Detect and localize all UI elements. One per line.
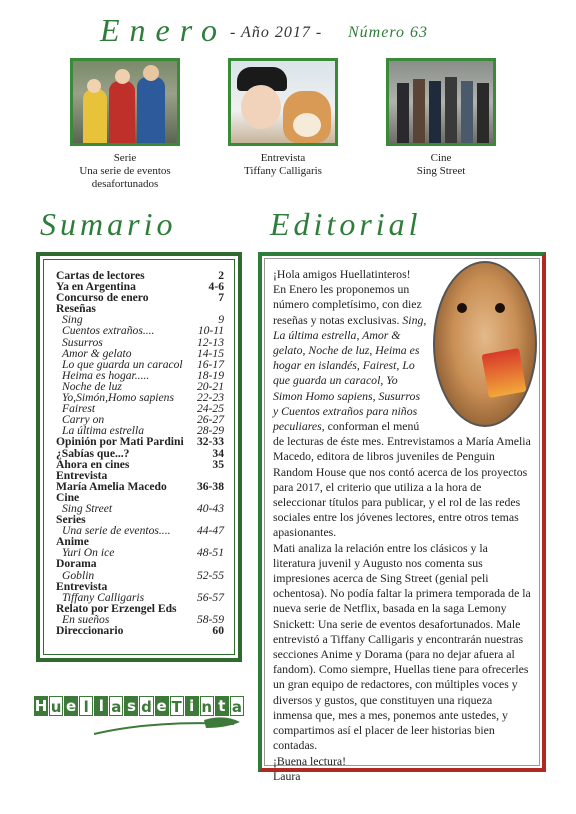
toc-entry-title: Noche de luz xyxy=(62,379,122,393)
masthead-month: Enero xyxy=(100,12,228,48)
hamster-photo xyxy=(433,261,537,427)
editorial-paragraph-2: Mati analiza la relación entre los clásicos y la literatura juvenil y Augusto nos comenta sus impresiones acerca de Sing Street (genial peli ochentosa). No podía faltar la primera temporada de la nueva serie de Netflix, basada en la saga Lemony Snickett: Una serie de eventos desafortunados. Male entrevistó a Tiffany Calligaris y encontrarán nuestras secciones Anime y Dorama (para no dejar afuera al fandom). Como siempre, Huellas tiene para ofrecerles un gran equipo de redactores, con múltiples voces y diversos y gustos, que constituyen una riqueza inmensa que, mes a mes, ponemos ante ustedes, y compartimos así el placer de leer historias bien contadas. xyxy=(273,540,531,753)
toc-entry-page: 44-47 xyxy=(196,524,224,538)
toc-entry-page: 60 xyxy=(212,624,224,637)
toc-entry[interactable] xyxy=(56,436,226,447)
toc-entry-page: 32-33 xyxy=(196,435,224,449)
feature-series-caption: Serie Una serie de eventos desafortunados xyxy=(79,152,171,190)
toc-entry-page: 24-25 xyxy=(196,402,224,416)
huellas-de-tinta-logo xyxy=(34,696,244,746)
toc-entry-title: Susurros xyxy=(62,335,103,349)
editorial-closing: ¡Buena lectura! xyxy=(273,753,347,768)
toc-entry-title: ¿Sabías que...? xyxy=(56,446,130,460)
toc-entry-page: 10-11 xyxy=(197,324,224,338)
toc-entry-page xyxy=(224,514,226,525)
masthead-year: - Año 2017 - xyxy=(230,24,323,41)
toc-entry-page: 35 xyxy=(212,457,224,471)
toc-entry-page: 16-17 xyxy=(196,357,224,371)
toc-entry[interactable] xyxy=(56,558,226,569)
toc-entry-title: Cuentos extraños.... xyxy=(62,324,155,338)
sumario-heading: Sumario xyxy=(40,206,177,242)
toc-entry-page xyxy=(224,492,226,503)
editorial-heading: Editorial xyxy=(270,206,422,242)
toc-entry[interactable] xyxy=(56,325,226,336)
quill-feather-icon xyxy=(34,716,244,740)
toc-entry-page xyxy=(224,558,226,569)
toc-entry-title: Concurso de enero xyxy=(56,291,149,305)
toc-entry-page xyxy=(224,470,226,481)
toc-entry-title: Anime xyxy=(56,535,89,549)
toc-entry-page: 22-23 xyxy=(196,391,224,405)
toc-entry-page: 12-13 xyxy=(196,335,224,349)
feature-series[interactable] xyxy=(60,58,190,191)
toc-entry-page: 7 xyxy=(218,291,224,305)
toc-entry-title: Cine xyxy=(56,490,80,504)
toc-entry-page: 20-21 xyxy=(196,379,224,393)
toc-entry-page xyxy=(224,581,226,592)
toc-entry-page: 52-55 xyxy=(196,568,224,582)
toc-entry-page: 36-38 xyxy=(196,479,224,493)
feature-cinema[interactable] xyxy=(376,58,506,178)
editorial-p1-rest: , conforman el menú de lecturas de éste mes. Entrevistamos a María Amelia Macedo, editora de libros juveniles de Penguin Random House que nos contó acerca de los proyectos para 2017, el criterio que utiliza a la hora de seleccionar títulos para publicar, y el rol de las redes sociales entre los jóvenes lectores, entre otros temas apasionantes. xyxy=(273,419,531,540)
toc-entry-title: Ahora en cines xyxy=(56,457,130,471)
toc-entry-page: 34 xyxy=(212,446,224,460)
toc-entry-title: Yuri On ice xyxy=(62,546,115,560)
toc-entry-title: María Amelia Macedo xyxy=(56,479,167,493)
toc-entry-title: Carry on xyxy=(62,413,105,427)
editorial-text xyxy=(264,258,540,783)
toc-entry-title: En sueños xyxy=(62,612,110,626)
toc-entry-title: Sing Street xyxy=(62,501,113,515)
toc-entry-page xyxy=(224,303,226,314)
logo-tiles: H u e l l a s d e T i n t a xyxy=(34,696,244,716)
editorial-signature: Laura xyxy=(273,768,301,783)
toc-entry-page: 26-27 xyxy=(196,413,224,427)
toc-entry-title: Relato por Erzengel Eds xyxy=(56,601,177,615)
toc-entry[interactable] xyxy=(56,625,226,636)
toc-entry-page: 28-29 xyxy=(196,424,224,438)
toc-entry-page: 14-15 xyxy=(196,346,224,360)
toc-entry-title: Lo que guarda un caracol xyxy=(62,357,183,371)
series-photo xyxy=(70,58,180,146)
toc-entry[interactable] xyxy=(56,337,226,348)
toc-entry-title: Reseñas xyxy=(56,302,96,316)
toc-entry-title: Series xyxy=(56,513,86,527)
toc-entry[interactable] xyxy=(56,448,226,459)
toc-entry-page: 48-51 xyxy=(196,546,224,560)
toc-entry-title: Cartas de lectores xyxy=(56,269,145,282)
feature-interview-caption: Entrevista Tiffany Calligaris xyxy=(244,152,322,177)
toc-entry-page: 58-59 xyxy=(196,612,224,626)
toc-entry[interactable] xyxy=(56,481,226,492)
toc-entry-title: Fairest xyxy=(62,402,96,416)
toc-entry-title: Amor & gelato xyxy=(62,346,132,360)
toc-entry-title: Una serie de eventos.... xyxy=(62,524,171,538)
editorial-p1-intro: En Enero les proponemos un número completísimo, con diez reseñas y notas exclusivas. xyxy=(273,282,422,327)
toc-entry-title: La última estrella xyxy=(62,424,145,438)
feature-cinema-caption: Cine Sing Street xyxy=(416,152,466,177)
toc-entry-title: Entrevista xyxy=(56,579,108,593)
toc-entry-title: Entrevista xyxy=(56,468,108,482)
editorial-box xyxy=(258,252,546,783)
toc-entry-title: Heima es hogar..... xyxy=(62,368,150,382)
toc-entry-page: 56-57 xyxy=(196,590,224,604)
toc-entry-title: Direccionario xyxy=(56,624,124,637)
masthead xyxy=(0,12,576,52)
editorial-greeting: ¡Hola amigos Huellatinteros! xyxy=(273,267,411,281)
feature-interview[interactable] xyxy=(218,58,348,178)
toc-entry-page xyxy=(224,603,226,614)
toc-entry-page: 9 xyxy=(218,313,224,327)
interview-photo xyxy=(228,58,338,146)
toc-entry[interactable] xyxy=(56,570,226,581)
toc-entry-title: Yo,Simón,Homo sapiens xyxy=(62,391,174,405)
toc-entry-title: Tiffany Calligaris xyxy=(62,590,145,604)
toc-entry-title: Ya en Argentina xyxy=(56,280,136,294)
toc-entry-page: 2 xyxy=(218,269,224,282)
toc-entry-title: Dorama xyxy=(56,557,97,571)
toc-entry-title: Opinión por Mati Pardini xyxy=(56,435,184,449)
toc-entry-page: 18-19 xyxy=(196,368,224,382)
masthead-issue-number: Número 63 xyxy=(348,24,428,41)
editorial-p1-titles: Sing, La última estrella, Amor & gelato, Noche de luz, Heima es hogar en islandés, Fairest, Lo que guarda un caracol, Yo Simon Homo sapiens, Susurros y Cuentos extraños para niños peculiares xyxy=(273,312,427,434)
cinema-photo xyxy=(386,58,496,146)
toc-list xyxy=(43,259,235,655)
toc-entry-page xyxy=(224,536,226,547)
table-of-contents xyxy=(36,252,242,662)
toc-entry-title: Sing xyxy=(62,313,83,327)
toc-entry-title: Goblin xyxy=(62,568,95,582)
toc-entry-page: 4-6 xyxy=(208,280,224,294)
toc-entry-page: 40-43 xyxy=(196,501,224,515)
